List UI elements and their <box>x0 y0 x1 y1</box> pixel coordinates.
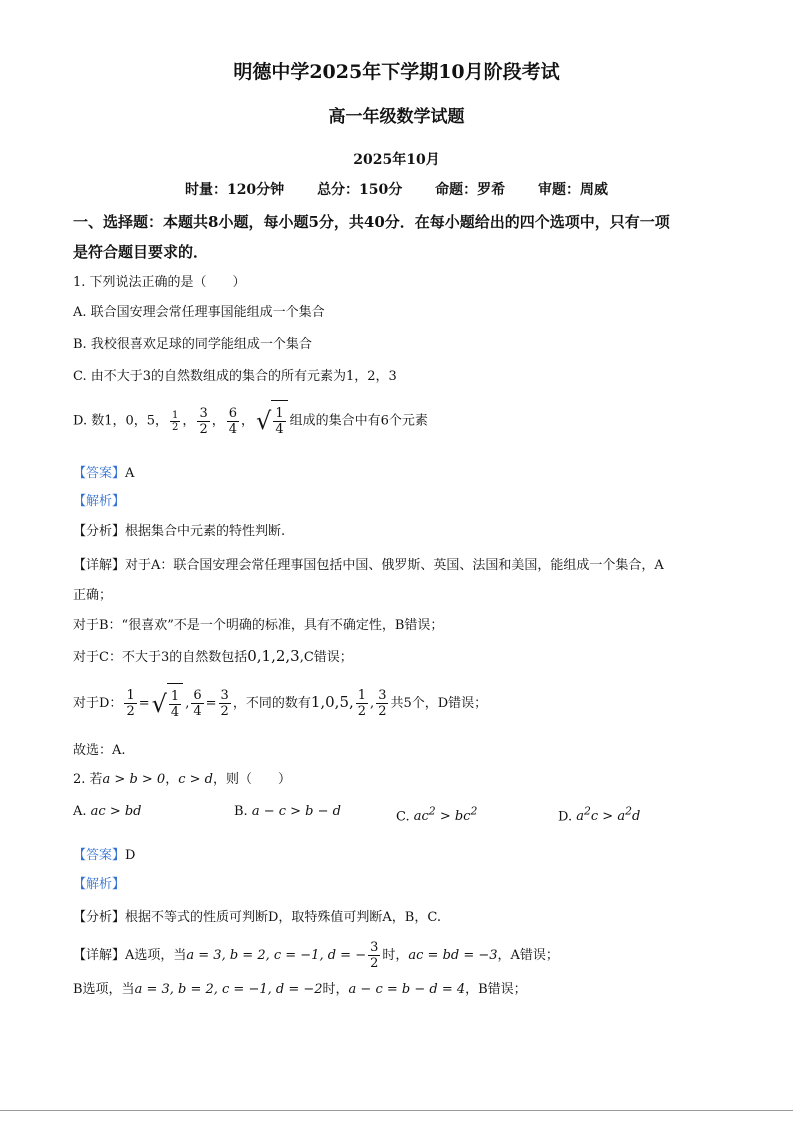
q2-option-b-math: a − c > b − d <box>251 804 341 819</box>
q2-stem: 2. 若a > b > 0，c > d，则（ ） <box>73 772 292 787</box>
q2-stem-suffix: ，则（ ） <box>213 772 292 787</box>
fraction-6-4: $\frac{6}{4}$ <box>228 405 238 437</box>
q2-option-b <box>234 802 341 822</box>
q2-option-c-math: $ac^2 > bc^2$ <box>413 805 478 825</box>
q1-option-d-prefix: D. 数1，0，5， <box>73 413 169 429</box>
q2-detail-a-prefix: 【详解】A选项，当 <box>73 948 187 963</box>
q1-answer-value: A <box>125 466 135 481</box>
q2-detail-a-suffix: ，A错误； <box>497 948 559 963</box>
fraction-1-2: $\frac{1}{2}$ <box>172 409 179 433</box>
q2-answer-value: D <box>125 848 136 863</box>
section-heading-cont: 是符合题目要求的． <box>73 243 209 261</box>
q1-detail-a: 【详解】对于A：联合国安理会常任理事国包括中国、俄罗斯、英国、法国和美国，能组成一个集合，A <box>73 558 664 573</box>
exam-total-score: 总分：150分 <box>317 182 403 198</box>
q1-option-b: B. 我校很喜欢足球的同学能组成一个集合 <box>73 337 312 352</box>
q1-stem: 1. 下列说法正确的是（ ） <box>73 275 246 290</box>
fraction-6-4: $\frac{6}{4}$ <box>193 688 202 719</box>
exam-author: 命题：罗希 <box>435 182 506 198</box>
q1-detail-c-math: 0,1,2,3 <box>247 647 300 665</box>
q2-detail-b-prefix: B选项，当 <box>73 982 135 997</box>
q1-analysis-tag: 【解析】 <box>73 494 126 509</box>
q2-option-d-math: $a^2c > a^2d$ <box>576 805 641 825</box>
q1-detail-d: 对于D： $\frac{1}{2}$ = √ $\frac{1}{4}$ , $\frac{6}{4}$ = $\frac{3}{2}$ ，不同的数有1,0,5, $\frac{1}{2}$ , $\frac{3}{2}$ 共5个，D错误； <box>73 682 487 725</box>
q1-detail-a-cont: 正确； <box>73 588 113 603</box>
q2-analysis-tag: 【解析】 <box>73 877 126 892</box>
q2-option-a-label: A. <box>73 804 87 819</box>
q1-fenxi: 【分析】根据集合中元素的特性判断. <box>73 524 286 539</box>
q1-detail-c <box>73 646 353 668</box>
q2-detail-b-math2: a − c = b − d = 4 <box>348 982 466 997</box>
q2-option-a-math: ac > bd <box>90 804 142 819</box>
fraction-1-2: $\frac{1}{2}$ <box>357 688 367 719</box>
q2-detail-a <box>73 936 559 976</box>
q2-option-c <box>396 802 477 827</box>
fraction-3-2: $\frac{3}{2}$ <box>370 940 379 971</box>
q1-detail-d-prefix: 对于D： <box>73 696 123 711</box>
q1-detail-c-suffix: ,C错误； <box>299 650 353 665</box>
exam-date: 2025年10月 <box>353 152 440 168</box>
q1-detail-d-mid: ，不同的数有 <box>232 696 311 711</box>
section-heading: 一、选择题：本题共8小题，每小题5分，共40分．在每小题给出的四个选项中，只有一项 <box>73 213 670 231</box>
q2-option-d <box>558 802 640 827</box>
q2-stem-prefix: 2. 若 <box>73 772 103 787</box>
distinct-numbers: 1,0,5, <box>310 693 354 711</box>
q2-detail-b <box>73 980 527 1000</box>
q1-option-a: A. 联合国安理会常任理事国能组成一个集合 <box>73 305 325 320</box>
fraction-3-2: $\frac{3}{2}$ <box>378 688 387 719</box>
answer-tag: 【答案】 <box>73 848 126 863</box>
q2-option-a <box>73 802 142 822</box>
q2-option-d-label: D. <box>558 809 573 825</box>
q2-option-c-label: C. <box>396 809 410 825</box>
fraction-1-2: $\frac{1}{2}$ <box>126 688 135 719</box>
q1-answer <box>73 464 134 484</box>
q1-detail-b: 对于B：“很喜欢”不是一个明确的标准，具有不确定性，B错误； <box>73 618 444 633</box>
q1-option-d-suffix: 组成的集合中有6个元素 <box>289 413 428 429</box>
exam-reviewer: 审题：周威 <box>538 182 609 198</box>
sqrt-1-4: √ $\frac{1}{4}$ <box>256 400 288 442</box>
q2-option-b-label: B. <box>234 804 248 819</box>
q1-conclusion: 故选：A. <box>73 743 126 758</box>
q1-option-d: D. 数1，0，5， $\frac{1}{2}$ ， $\frac{3}{2}$ ， $\frac{6}{4}$ ， √ $\frac{1}{4}$ 组成的集合中有6个元素 <box>73 400 428 442</box>
sqrt-1-4: √ $\frac{1}{4}$ <box>152 683 184 725</box>
exam-meta <box>0 180 793 200</box>
exam-subtitle: 高一年级数学试题 <box>328 107 465 127</box>
q2-detail-b-suffix: ，B错误； <box>465 982 527 997</box>
q2-condition-1: a > b > 0 <box>102 772 166 787</box>
q2-detail-a-math: a = 3, b = 2, c = −1, d = − <box>186 948 367 963</box>
exam-title: 明德中学2025年下学期10月阶段考试 <box>233 61 560 83</box>
q2-condition-2: c > d <box>178 772 213 787</box>
q2-fenxi: 【分析】根据不等式的性质可判断D，取特殊值可判断A，B，C. <box>73 910 441 925</box>
page-bottom-divider <box>0 1110 793 1111</box>
exam-duration: 时量：120分钟 <box>184 182 285 198</box>
q2-detail-a-mid: 时， <box>382 948 409 963</box>
q2-detail-b-mid: 时， <box>322 982 349 997</box>
q1-detail-c-prefix: 对于C：不大于3的自然数包括 <box>73 650 248 665</box>
answer-tag: 【答案】 <box>73 466 126 481</box>
fraction-3-2: $\frac{3}{2}$ <box>220 688 229 719</box>
q2-detail-a-math2: ac = bd = −3 <box>408 948 498 963</box>
q1-option-c: C. 由不大于3的自然数组成的集合的所有元素为1，2，3 <box>73 369 397 384</box>
q1-detail-d-suffix: 共5个，D错误； <box>390 696 488 711</box>
q2-detail-b-math: a = 3, b = 2, c = −1, d = −2 <box>134 982 323 997</box>
fraction-3-2: $\frac{3}{2}$ <box>199 405 208 437</box>
q2-answer <box>73 846 135 866</box>
